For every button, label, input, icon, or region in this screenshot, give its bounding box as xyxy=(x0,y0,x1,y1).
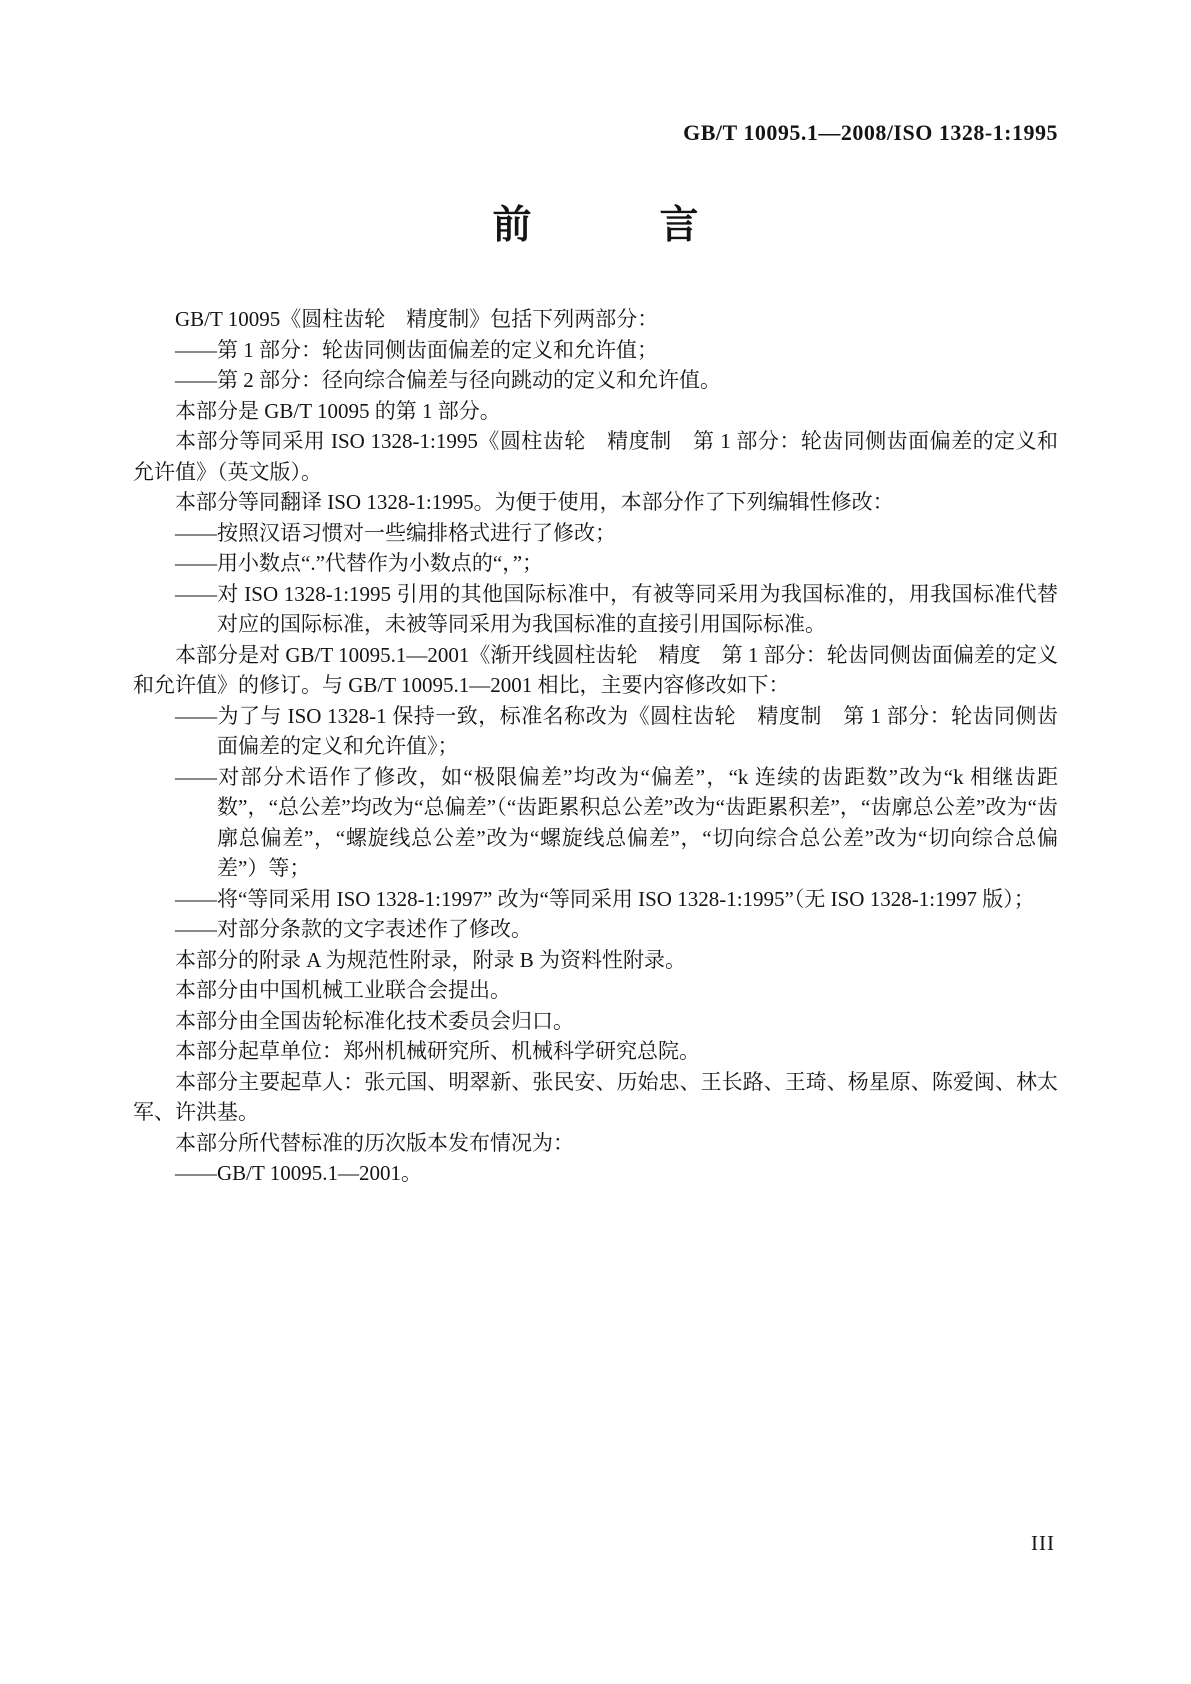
page-title xyxy=(133,203,1058,250)
paragraph: 本部分所代替标准的历次版本发布情况为： xyxy=(175,1130,574,1155)
paragraph: 本部分由全国齿轮标准化技术委员会归口。 xyxy=(175,1008,574,1033)
paragraph: GB/T 10095《圆柱齿轮 精度制》包括下列两部分： xyxy=(175,307,659,331)
paragraph: 本部分是 GB/T 10095 的第 1 部分。 xyxy=(175,398,501,423)
dash-item: ——GB/T 10095.1—2001。 xyxy=(175,1161,422,1185)
dash-item: ——第 2 部分：径向综合偏差与径向跳动的定义和允许值。 xyxy=(175,368,721,392)
paragraph: 本部分主要起草人：张元国、明翠新、张民安、历始忠、王长路、王琦、杨星原、陈爱闽、林太军、许洪基。 xyxy=(133,1069,1058,1124)
paragraph: 本部分等同翻译 ISO 1328-1:1995。为便于使用，本部分作了下列编辑性修改： xyxy=(175,490,894,514)
page-title-char-1: 前 xyxy=(492,204,532,247)
foreword-body xyxy=(133,304,1058,1189)
page-number: III xyxy=(1031,1531,1055,1555)
paragraph: 本部分由中国机械工业联合会提出。 xyxy=(175,978,511,1002)
dash-item: ——对部分条款的文字表述作了修改。 xyxy=(175,917,532,941)
paragraph: 本部分是对 GB/T 10095.1—2001《渐开线圆柱齿轮 精度 第 1 部分：轮齿同侧齿面偏差的定义和允许值》的修订。与 GB/T 10095.1—2001 相比，主要内容修改如下： xyxy=(133,642,1058,697)
dash-item: ——用小数点“.”代替作为小数点的“，”； xyxy=(175,551,544,575)
dash-item: ——按照汉语习惯对一些编排格式进行了修改； xyxy=(175,520,616,545)
dash-item: ——将“等同采用 ISO 1328-1:1997” 改为“等同采用 ISO 1328-1:1995”（无 ISO 1328-1:1997 版）； xyxy=(175,886,1035,911)
paragraph: 本部分起草单位：郑州机械研究所、机械科学研究总院。 xyxy=(175,1039,700,1063)
dash-item: ——为了与 ISO 1328-1 保持一致，标准名称改为《圆柱齿轮 精度制 第 1 部分：轮齿同侧齿面偏差的定义和允许值》； xyxy=(175,703,1058,758)
page-title-char-2: 言 xyxy=(659,204,699,247)
dash-item: ——对 ISO 1328-1:1995 引用的其他国际标准中，有被等同采用为我国标准的，用我国标准代替对应的国际标准，未被等同采用为我国标准的直接引用国际标准。 xyxy=(175,581,1058,636)
standard-code-header: GB/T 10095.1—2008/ISO 1328-1:1995 xyxy=(683,120,1058,145)
dash-item: ——对部分术语作了修改，如“极限偏差”均改为“偏差”，“k 连续的齿距数”改为“k 相继齿距数”，“总公差”均改为“总偏差”（“齿距累积总公差”改为“齿距累积差”，“齿廓总公差”改为“齿廓总偏差”，“螺旋线总公差”改为“螺旋线总偏差”，“切向综合总公差”改为“切向综合总偏差”）等； xyxy=(175,764,1058,880)
paragraph: 本部分的附录 A 为规范性附录，附录 B 为资料性附录。 xyxy=(175,947,687,972)
dash-item: ——第 1 部分：轮齿同侧齿面偏差的定义和允许值； xyxy=(175,337,658,362)
paragraph: 本部分等同采用 ISO 1328-1:1995《圆柱齿轮 精度制 第 1 部分：轮齿同侧齿面偏差的定义和允许值》（英文版）。 xyxy=(133,429,1058,484)
